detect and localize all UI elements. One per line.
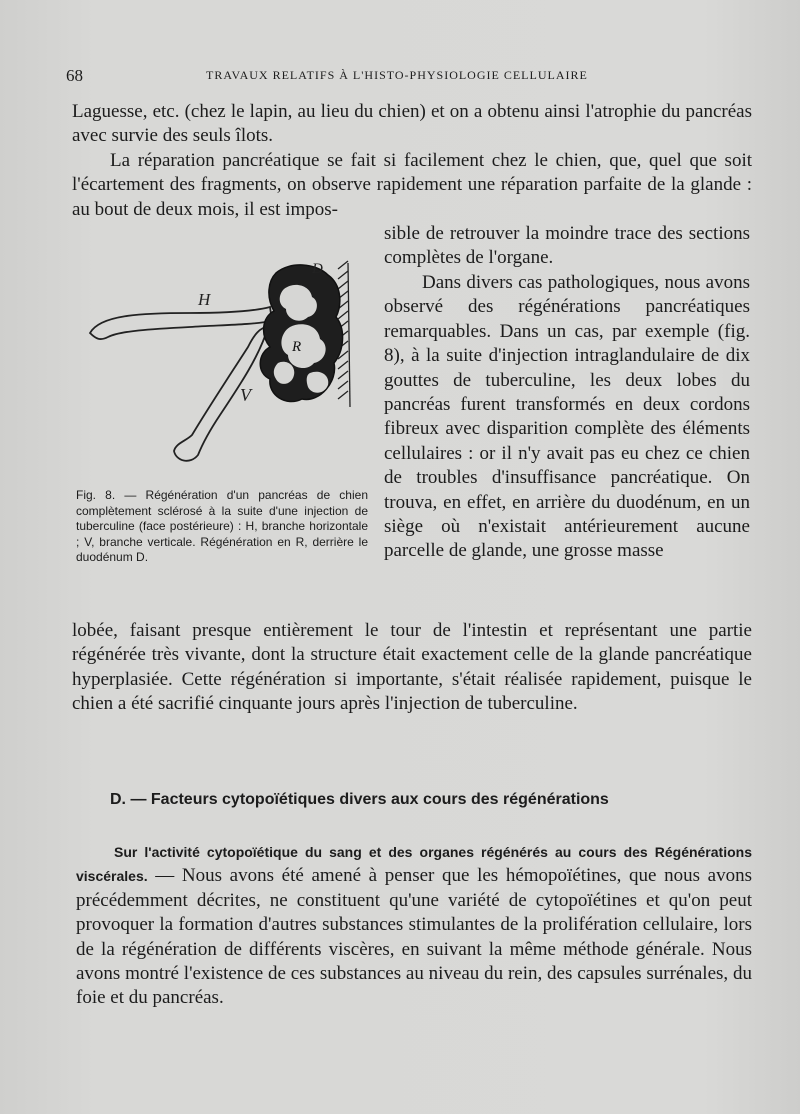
page-number: 68 — [66, 66, 83, 85]
regenerated-mass — [260, 265, 342, 402]
figure-label-h: H — [198, 290, 211, 309]
figure-label-d: D — [312, 261, 323, 277]
paragraph-1: Laguesse, etc. (chez le lapin, au lieu du chien) et on a obtenu ainsi l'atrophie du pancréas avec survie des seuls îlots. — [72, 101, 752, 147]
vertical-branch — [174, 327, 268, 461]
section-subheading: Sur l'activité cytopoïétique du sang et des organes régénérés au cours des Régénérations viscérales. — [76, 844, 752, 885]
section-body: — Nous avons été amené à penser que les hémopoïétines, que nous avons précédemment décrites, ne constituent qu'une variété de cytopoïétines et qu'on peut provoquer la formation d'autres substances stimulantes de la prolifération cellulaire, lors de la régénération de différents viscères, en suivant la même méthode générale. Nous avons montré l'existence de ces substances au niveau du rein, des capsules surrénales, du foie et du pancréas. — [76, 865, 752, 1009]
paragraph-2-continued: sible de retrouver la moindre trace des sections complètes de l'organe. — [384, 223, 750, 269]
paragraph-2: La réparation pancréatique se fait si facilement chez le chien, que, quel que soit l'écartement des fragments, on observe rapidement une réparation parfaite de la glande : au bout de deux mois, il est impos- — [72, 150, 752, 220]
running-header — [66, 66, 746, 86]
paragraph-3: Dans divers cas pathologiques, nous avons observé des régénérations pancréatiques remarquables. Dans un cas, par exemple (fig. 8), à la suite d'injection intraglandulaire de dix gouttes de tuberculine, les deux lobes du pancréas furent transformés en deux cordons fibreux avec disparition complète des éléments cellulaires : or il n'y avait pas eu chez ce chien de troubles d'insuffisance pancréatique. On trouva, en effet, en arrière du duodénum, en un siège où n'existait antérieurement aucune parcelle de glande, une grosse masse — [384, 272, 750, 562]
section-heading: D. — Facteurs cytopoïétiques divers aux cours des régénérations — [110, 791, 609, 808]
figure-label-v: V — [240, 385, 251, 405]
figure-caption: Fig. 8. — Régénération d'un pancréas de chien complètement sclérosé à la suite d'une injection de tuberculine (face postérieure) : H, branche horizontale ; V, branche verticale. Régénération en R, derrière le duodénum D. — [76, 488, 368, 564]
figure-label-r: R — [292, 339, 302, 355]
horizontal-branch — [90, 307, 272, 339]
pancreas-figure — [80, 255, 370, 475]
running-title: TRAVAUX RELATIFS À L'HISTO-PHYSIOLOGIE CELLULAIRE — [206, 68, 588, 82]
section-paragraph — [76, 840, 752, 1011]
paragraph-3-continued: lobée, faisant presque entièrement le tour de l'intestin et représentant une partie régénérée très vivante, dont la structure était exactement celle de la glande pancréatique hyperplasiée. Cette régénération si importante, s'était réalisée rapidement, puisque le chien a été sacrifié cinquante jours après l'injection de tuberculine. — [72, 620, 752, 715]
